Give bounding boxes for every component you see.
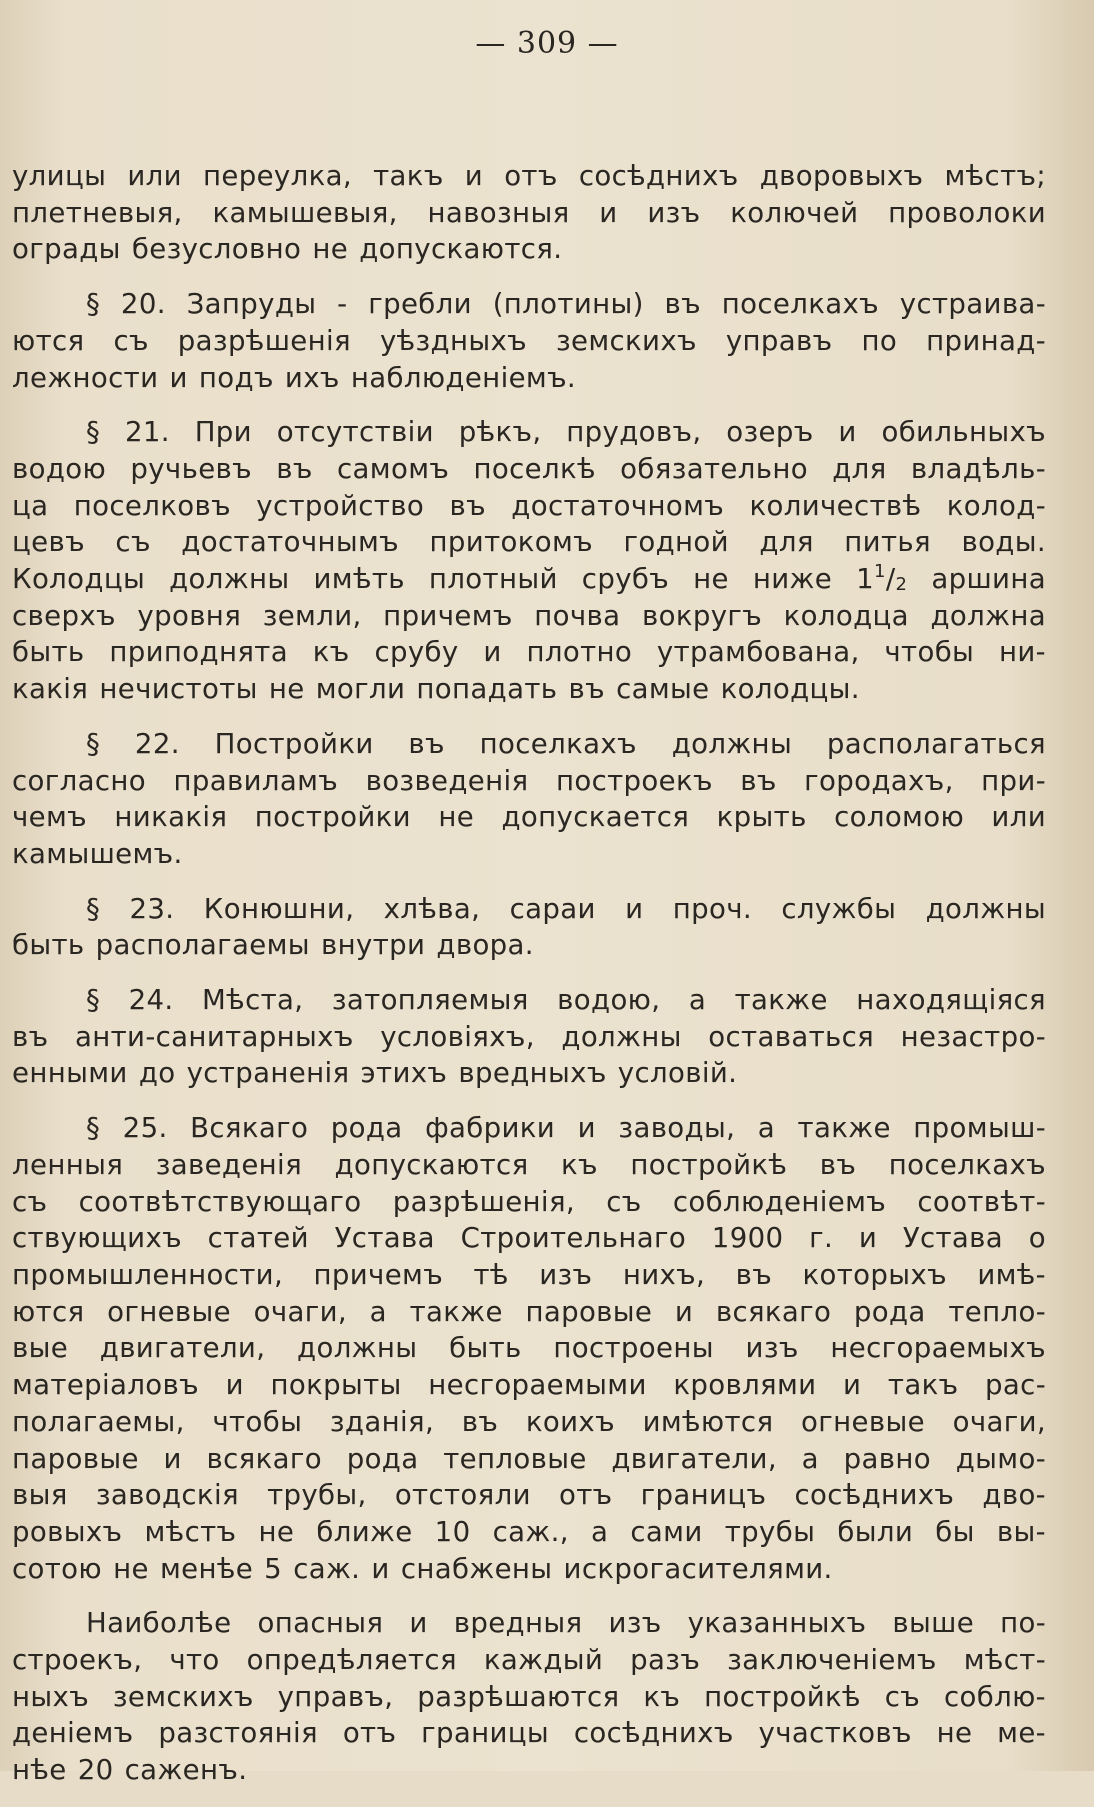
fraction-denominator: 2 [895,574,908,596]
text-line: § 20. Запруды - гребли (плотины) въ поселкахъ устраива- [86,287,1046,321]
paragraph-section-21 [12,414,1046,708]
text-line: вые двигатели, должны быть построены изъ несгораемыхъ [12,1331,1046,1365]
text-line: § 24. Мѣста, затопляемыя водою, а также находящіяся [86,983,1046,1017]
text-line: нѣе 20 саженъ. [12,1753,248,1787]
fraction: $1^1/_2$ [856,561,908,596]
text-line: § 22. Постройки въ поселкахъ должны располагаться [86,726,1046,760]
text-line: въ анти-санитарныхъ условіяхъ, должны оставаться незастро- [12,1019,1046,1053]
text-line: водою ручьевъ въ самомъ поселкѣ обязательно для владѣль- [12,451,1046,485]
paragraph-final [12,1605,1046,1789]
paragraph-section-25 [12,1110,1046,1587]
text-line: § 21. При отсутствіи рѣкъ, прудовъ, озеръ и обильныхъ [86,415,1046,449]
text-segment: аршина [931,562,1046,596]
body-text [12,158,1046,1807]
text-line: лежности и подъ ихъ наблюденіемъ. [12,360,577,394]
fraction-whole: 1 [856,562,875,596]
text-line: § 23. Конюшни, хлѣва, сараи и проч. службы должны [86,891,1046,925]
text-line: ленныя заведенія допускаются къ постройкѣ въ поселкахъ [12,1147,1046,1181]
text-line: ровыхъ мѣстъ не ближе 10 саж., а сами трубы были бы вы- [12,1514,1046,1548]
text-line: Наиболѣе опасныя и вредныя изъ указанныхъ выше по- [86,1606,1046,1640]
text-line: деніемъ разстоянія отъ границы сосѣднихъ участковъ не ме- [12,1716,1046,1750]
page-number: — 309 — [475,26,619,61]
fraction-numerator: 1 [874,561,886,583]
text-line: цевъ съ достаточнымъ притокомъ годной для питья воды. [12,525,1046,559]
text-line: какія нечистоты не могли попадать въ самые колодцы. [12,672,860,706]
text-line: согласно правиламъ возведенія построекъ въ городахъ, при- [12,763,1046,797]
text-line: чемъ никакія постройки не допускается крыть соломою или [12,800,1046,834]
text-line: ца поселковъ устройство въ достаточномъ количествѣ колод- [12,488,1046,522]
text-segment: Колодцы должны имѣть плотный срубъ не ниже [12,562,833,596]
paragraph-continuation [12,158,1046,268]
paragraph-section-24 [12,982,1046,1092]
text-line: ограды безусловно не допускаются. [12,232,563,266]
text-line: полагаемы, чтобы зданія, въ коихъ имѣются огневые очаги, [12,1404,1046,1438]
text-line: матеріаловъ и покрыты несгораемыми кровлями и такъ рас- [12,1368,1046,1402]
text-line: быть располагаемы внутри двора. [12,928,534,962]
text-line: § 25. Всякаго рода фабрики и заводы, а также промыш- [86,1111,1046,1145]
text-line: быть приподнята къ срубу и плотно утрамбована, чтобы ни- [12,635,1046,669]
text-line: съ соотвѣтствующаго разрѣшенія, съ соблюденіемъ соотвѣт- [12,1184,1046,1218]
paragraph-section-23 [12,891,1046,964]
text-line: ныхъ земскихъ управъ, разрѣшаются къ постройкѣ съ соблю- [12,1679,1046,1713]
text-line: сверхъ уровня земли, причемъ почва вокругъ колодца должна [12,598,1046,632]
text-line: ются огневые очаги, а также паровые и всякаго рода тепло- [12,1294,1046,1328]
text-line: ются съ разрѣшенія уѣздныхъ земскихъ управъ по принад- [12,323,1046,357]
text-line: камышемъ. [12,836,183,870]
text-line: енными до устраненія этихъ вредныхъ условій. [12,1056,738,1090]
text-line: промышленности, причемъ тѣ изъ нихъ, въ которыхъ имѣ- [12,1257,1046,1291]
text-line: сотою не менѣе 5 саж. и снабжены искрогасителями. [12,1551,833,1585]
paragraph-section-20 [12,286,1046,396]
text-line: ствующихъ статей Устава Строительнаго 1900 г. и Устава о [12,1221,1046,1255]
text-line: плетневыя, камышевыя, навозныя и изъ колючей проволоки [12,195,1046,229]
paragraph-section-22 [12,726,1046,873]
text-line-with-fraction [12,561,1046,598]
text-line: паровые и всякаго рода тепловые двигатели, а равно дымо- [12,1441,1046,1475]
text-line: улицы или переулка, такъ и отъ сосѣднихъ дворовыхъ мѣстъ; [12,159,1046,192]
text-line: выя заводскія трубы, отстояли отъ границъ сосѣднихъ дво- [12,1478,1046,1512]
text-line: строекъ, что опредѣляется каждый разъ заключеніемъ мѣст- [12,1643,1046,1677]
